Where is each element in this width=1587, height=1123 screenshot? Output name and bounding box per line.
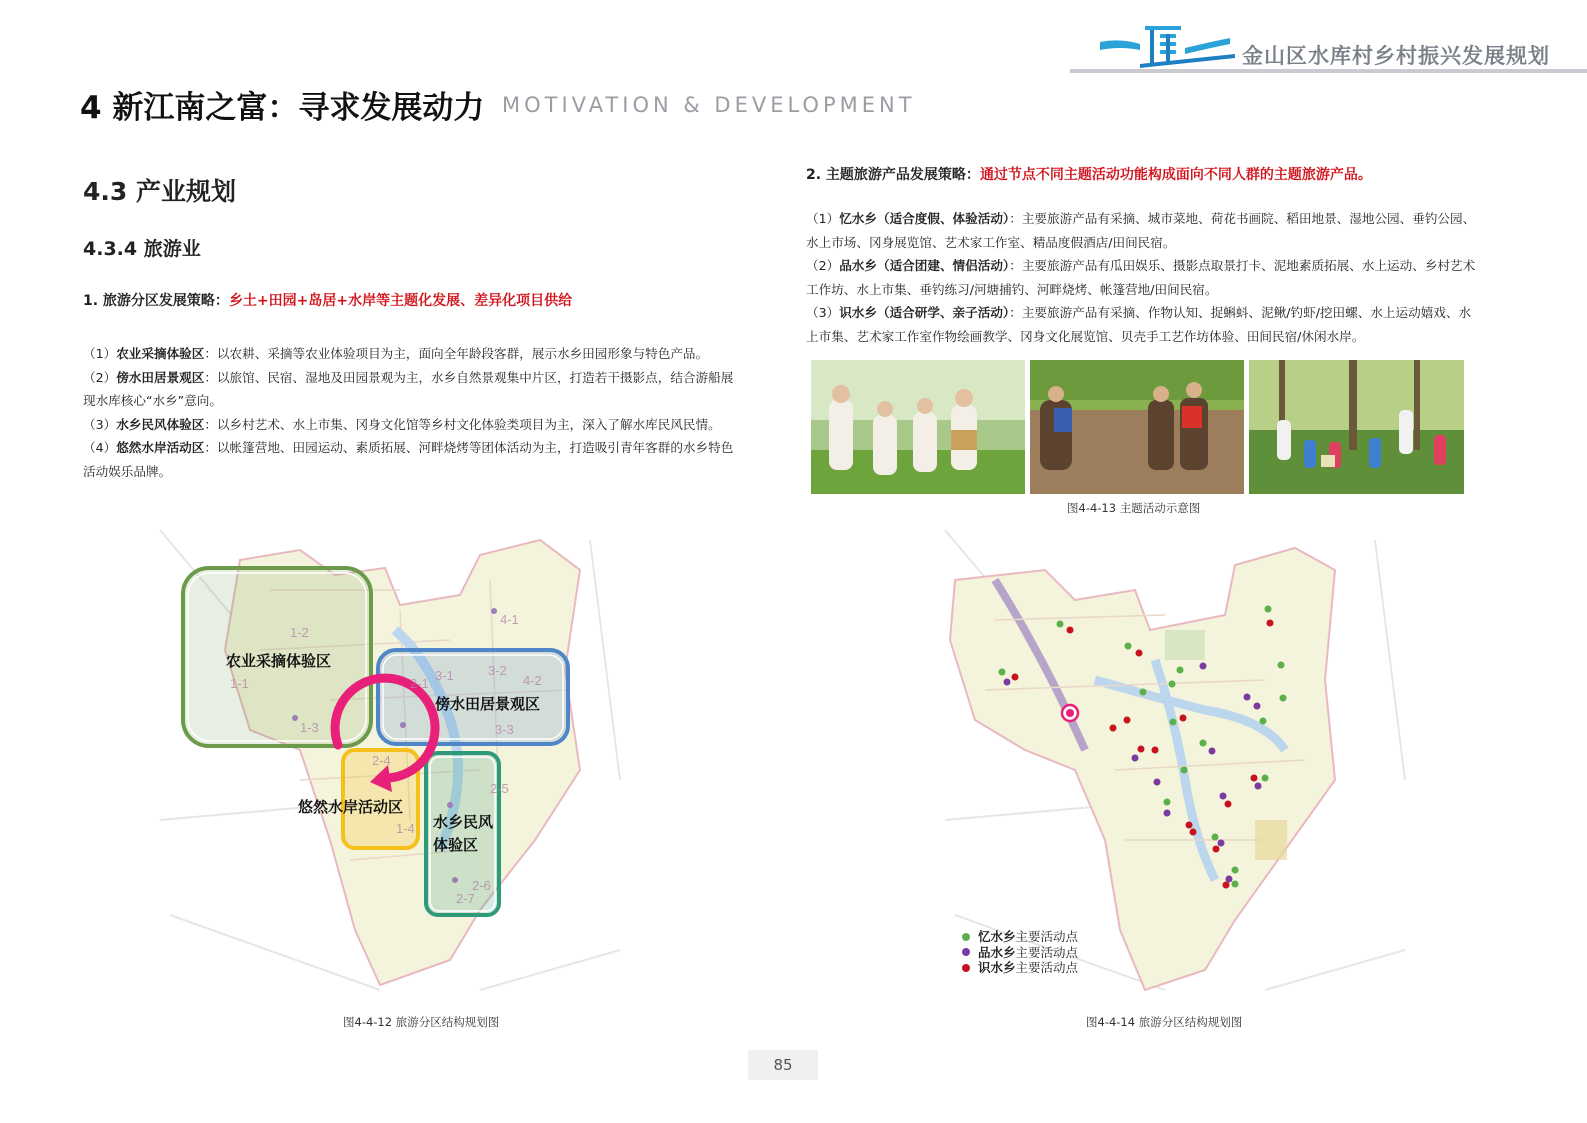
activity-points-map bbox=[935, 520, 1415, 1000]
plot-label: 2-5 bbox=[490, 781, 509, 796]
zone-item: （4）悠然水岸活动区：以帐篷营地、田园运动、素质拓展、河畔烧烤等团体活动为主，打造吸引青年客群的水乡特色活动娱乐品牌。 bbox=[83, 440, 734, 479]
brand-logo bbox=[1100, 20, 1235, 70]
strategy-1-highlight: 乡土+田园+岛居+水岸等主题化发展、差异化项目供给 bbox=[228, 293, 573, 309]
strategy-2-highlight: 通过节点不同主题活动功能构成面向不同人群的主题旅游产品。 bbox=[979, 167, 1372, 183]
theme-item: （1）忆水乡（适合度假、体验活动）：主要旅游产品有采摘、城市菜地、荷花书画院、稻田地景、湿地公园、垂钓公园、水上市场、冈身展览馆、艺术家工作室、精品度假酒店/田间民宿。 bbox=[806, 211, 1476, 250]
legend-item: 识水乡主要活动点 bbox=[962, 960, 1078, 976]
legend-item: 忆水乡主要活动点 bbox=[962, 929, 1078, 945]
plot-label: 3-2 bbox=[488, 663, 507, 678]
zone-label-agri: 农业采摘体验区 bbox=[226, 652, 332, 670]
zone-label-folk-line2: 体验区 bbox=[433, 836, 479, 854]
figure-caption-14: 图4-4-14 旅游分区结构规划图 bbox=[1086, 1015, 1243, 1029]
plot-label: 1-3 bbox=[300, 720, 319, 735]
section-title: 4.3 产业规划 bbox=[83, 177, 236, 206]
zone-label-shore: 悠然水岸活动区 bbox=[298, 798, 404, 816]
page-number: 85 bbox=[748, 1050, 818, 1080]
zone-label-folk-line1: 水乡民风 bbox=[433, 813, 494, 831]
plot-label: 1-4 bbox=[396, 821, 415, 836]
theme-item: （2）品水乡（适合团建、情侣活动）：主要旅游产品有瓜田娱乐、摄影点取景打卡、泥地素质拓展、水上运动、乡村艺术工作坊、水上市集、垂钓练习/河塘捕钓、河畔烧烤、帐篷营地/田间民宿。 bbox=[806, 258, 1476, 297]
plot-label: 1-1 bbox=[230, 676, 249, 691]
theme-item: （3）识水乡（适合研学、亲子活动）：主要旅游产品有采摘、作物认知、捉蝌蚪、泥鳅/钓虾/挖田螺、水上运动嬉戏、水上市集、艺术家工作室作物绘画教学、冈身文化展览馆、贝壳手工艺作坊体验、田间民宿/休闲水岸。 bbox=[806, 305, 1472, 344]
chapter-subtitle: MOTIVATION & DEVELOPMENT bbox=[502, 93, 916, 117]
theme-list bbox=[806, 207, 1476, 348]
strategy-2 bbox=[806, 164, 1372, 184]
photo-children-forest bbox=[1249, 360, 1464, 494]
plot-label: 2-6 bbox=[472, 878, 491, 893]
waterfront-building-logo-icon bbox=[1100, 20, 1235, 70]
zone-item: （3）水乡民风体验区：以乡村艺术、水上市集、冈身文化馆等乡村文化体验类项目为主，深入了解水库民风民情。 bbox=[83, 416, 721, 432]
legend-dot-icon bbox=[962, 948, 970, 956]
brand-title: 金山区水库村乡村振兴发展规划 bbox=[1242, 44, 1550, 68]
legend-dot-icon bbox=[962, 933, 970, 941]
plot-label: 3-1 bbox=[435, 668, 454, 683]
strategy-1-label: 1. 旅游分区发展策略： bbox=[83, 293, 229, 309]
zone-item: （2）傍水田居景观区：以旅馆、民宿、湿地及田园景观为主，水乡自然景观集中片区，打造若干摄影点，结合游船展现水库核心“水乡”意向。 bbox=[83, 369, 734, 408]
zone-item: （1）农业采摘体验区：以农耕、采摘等农业体验项目为主，面向全年龄段客群，展示水乡田园形象与特色产品。 bbox=[83, 346, 709, 361]
zone-list bbox=[83, 342, 743, 483]
photo-mud-games bbox=[1030, 360, 1244, 494]
plot-label: 1-2 bbox=[290, 625, 309, 640]
plot-label: 4-1 bbox=[500, 612, 519, 627]
plot-label: 2-7 bbox=[456, 891, 475, 906]
plot-label: 4-2 bbox=[523, 673, 542, 688]
strategy-1 bbox=[83, 290, 572, 310]
zone-label-water: 傍水田居景观区 bbox=[435, 695, 541, 713]
header-rule bbox=[1070, 69, 1587, 73]
photo-elderly-walking bbox=[811, 360, 1025, 494]
figure-caption-12: 图4-4-12 旅游分区结构规划图 bbox=[343, 1015, 500, 1029]
plot-label: 3-3 bbox=[495, 722, 514, 737]
strategy-2-label: 2. 主题旅游产品发展策略： bbox=[806, 167, 980, 183]
subsection-title: 4.3.4 旅游业 bbox=[83, 238, 201, 260]
tourism-zoning-map bbox=[150, 520, 630, 1000]
legend-item: 品水乡主要活动点 bbox=[962, 945, 1078, 961]
figure-caption-13: 图4-4-13 主题活动示意图 bbox=[1067, 501, 1201, 515]
plot-label: 2-1 bbox=[410, 676, 429, 691]
legend-dot-icon bbox=[962, 964, 970, 972]
chapter-title: 4 新江南之富：寻求发展动力 bbox=[80, 90, 485, 126]
plot-label: 2-4 bbox=[372, 753, 391, 768]
map-legend bbox=[962, 929, 1078, 976]
